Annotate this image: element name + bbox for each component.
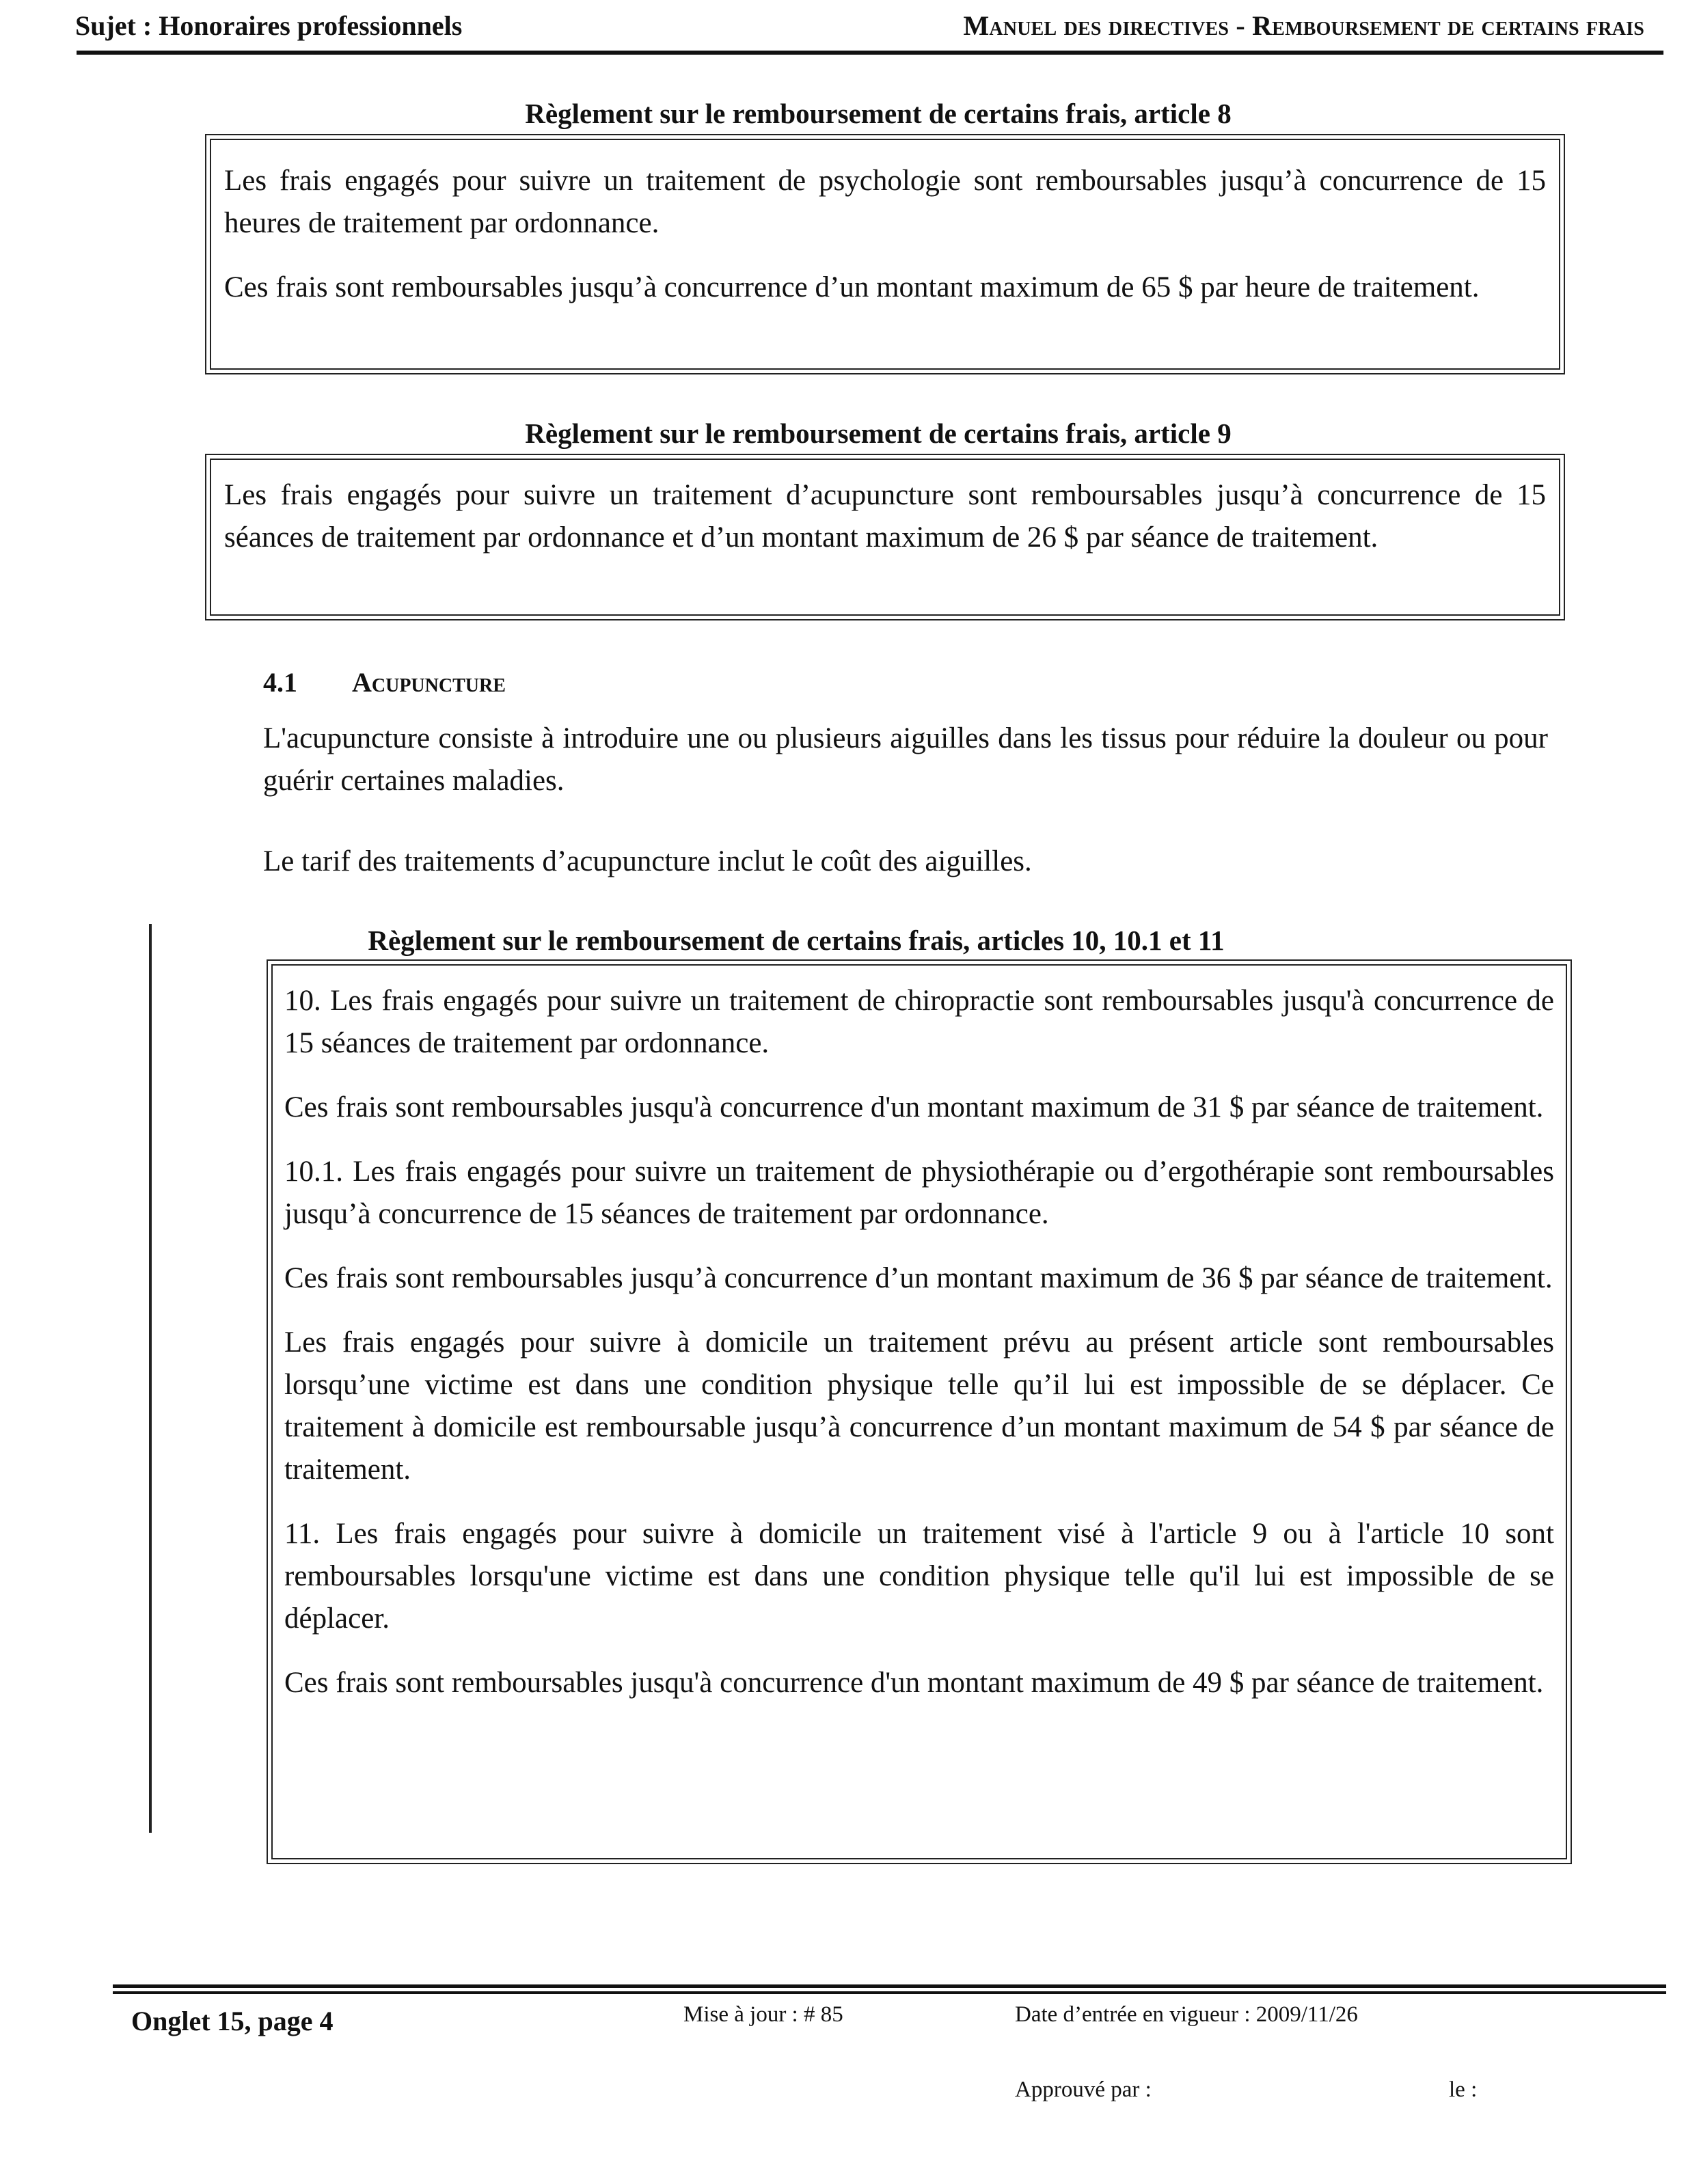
section-title: Acupuncture xyxy=(352,667,506,698)
regulation-paragraph: 11. Les frais engagés pour suivre à domicile un traitement visé à l'article 9 ou à l'article 10 sont remboursables lorsqu'une victime est dans une condition physique telle qu'il lui est impossible de se déplacer. xyxy=(284,1518,1554,1635)
regulation-box-article-8 xyxy=(205,134,1565,374)
footer-effective-date: Date d’entrée en vigueur : 2009/11/26 xyxy=(1015,2002,1358,2027)
revision-change-bar xyxy=(149,924,152,1833)
regulation-paragraph: 10.1. Les frais engagés pour suivre un traitement de physiothérapie ou d’ergothérapie sont remboursables jusqu’à concurrence de 15 séances de traitement par ordonnance. xyxy=(284,1156,1554,1230)
header-subject: Sujet : Honoraires professionnels xyxy=(75,10,463,41)
section-paragraph: Le tarif des traitements d’acupuncture inclut le coût des aiguilles. xyxy=(263,845,1032,877)
regulation-title-articles-10-11: Règlement sur le remboursement de certains frais, articles 10, 10.1 et 11 xyxy=(368,925,1225,956)
regulation-paragraph: Ces frais sont remboursables jusqu'à concurrence d'un montant maximum de 49 $ par séance de traitement. xyxy=(284,1667,1544,1699)
header-manual-title: Manuel des directives - Remboursement de certains frais xyxy=(963,10,1644,41)
regulation-box-article-9 xyxy=(205,454,1565,620)
footer-rule xyxy=(113,1991,1666,1994)
regulation-paragraph: Les frais engagés pour suivre un traitement de psychologie sont remboursables jusqu’à concurrence de 15 heures de traitement par ordonnance. xyxy=(224,165,1546,239)
regulation-box-articles-10-11 xyxy=(267,959,1572,1864)
section-paragraph: L'acupuncture consiste à introduire une ou plusieurs aiguilles dans les tissus pour réduire la douleur ou pour guérir certaines maladies. xyxy=(263,722,1548,797)
section-number: 4.1 xyxy=(263,667,297,698)
header-rule xyxy=(77,51,1663,55)
regulation-paragraph: Ces frais sont remboursables jusqu’à concurrence d’un montant maximum de 36 $ par séance de traitement. xyxy=(284,1262,1553,1294)
regulation-paragraph: 10. Les frais engagés pour suivre un traitement de chiropractie sont remboursables jusqu'à concurrence de 15 séances de traitement par ordonnance. xyxy=(284,985,1554,1059)
footer-tab-page: Onglet 15, page 4 xyxy=(131,2006,334,2036)
footer-rule xyxy=(113,1984,1666,1988)
regulation-title-article-9: Règlement sur le remboursement de certains frais, article 9 xyxy=(525,418,1232,449)
footer-approved-by: Approuvé par : xyxy=(1015,2077,1152,2102)
footer-date-label: le : xyxy=(1449,2077,1478,2102)
section-heading xyxy=(263,666,506,698)
regulation-paragraph: Les frais engagés pour suivre à domicile un traitement prévu au présent article sont remboursables lorsqu’une victime est dans une condition physique telle qu’il lui est impossible de se déplacer. Ce traitement à domicile est remboursable jusqu’à concurrence d’un montant maximum de 54 $ par séance de traitement. xyxy=(284,1326,1554,1486)
regulation-title-article-8: Règlement sur le remboursement de certains frais, article 8 xyxy=(525,98,1232,129)
footer-update-number: Mise à jour : # 85 xyxy=(683,2002,843,2027)
regulation-paragraph: Ces frais sont remboursables jusqu’à concurrence d’un montant maximum de 65 $ par heure de traitement. xyxy=(224,271,1480,303)
regulation-paragraph: Les frais engagés pour suivre un traitement d’acupuncture sont remboursables jusqu’à concurrence de 15 séances de traitement par ordonnance et d’un montant maximum de 26 $ par séance de traitement. xyxy=(224,479,1546,554)
regulation-paragraph: Ces frais sont remboursables jusqu'à concurrence d'un montant maximum de 31 $ par séance de traitement. xyxy=(284,1091,1544,1123)
